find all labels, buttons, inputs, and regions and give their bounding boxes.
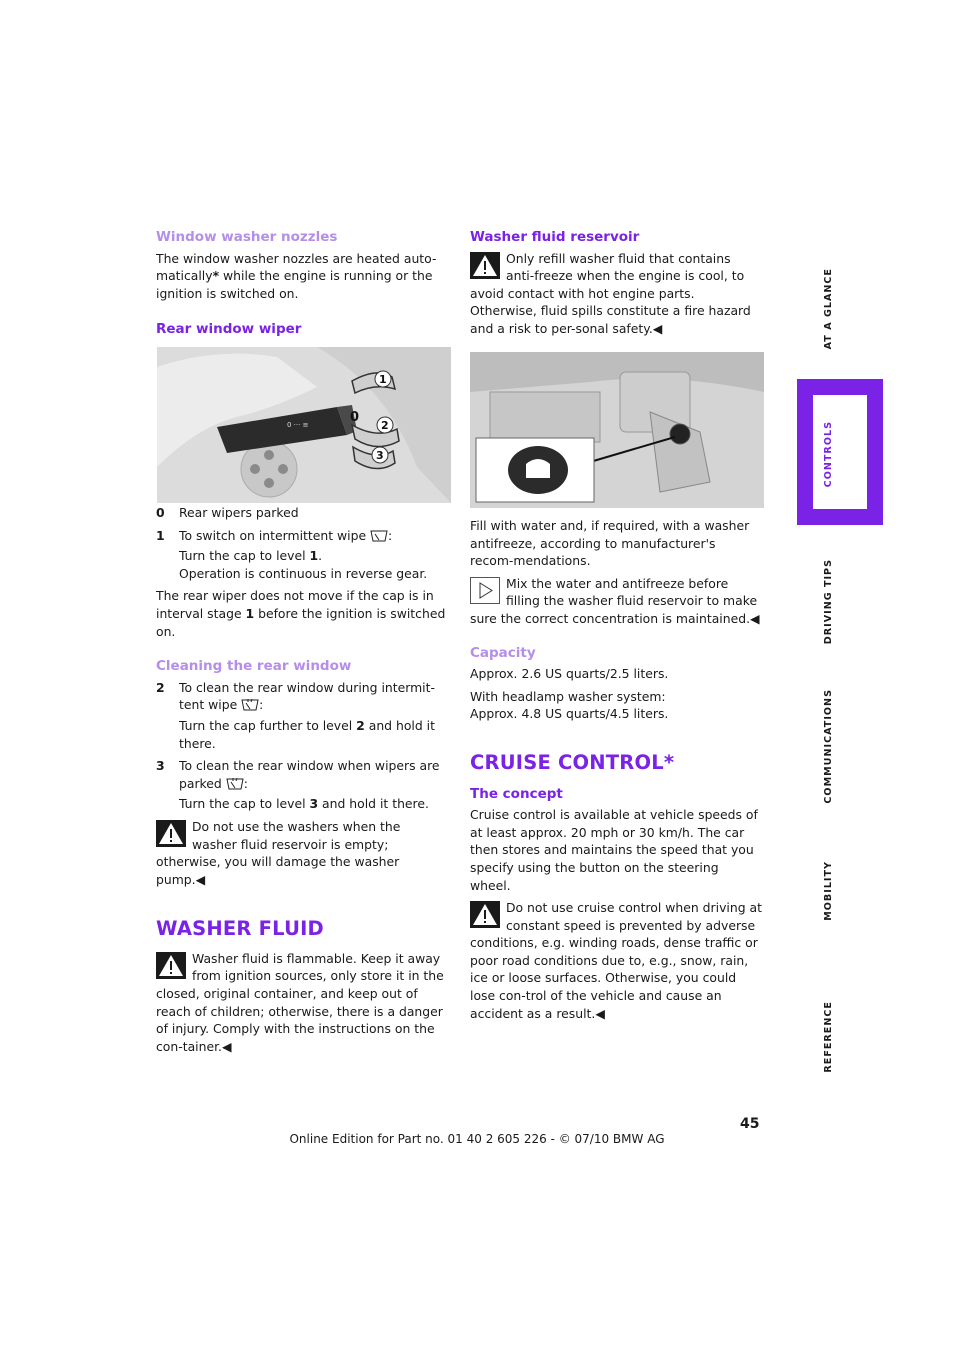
rear-wiper-note [156,587,448,640]
item-2-line2-c: and hold it there. [179,717,435,751]
note-arrow-icon [470,577,500,604]
page-number: 45 [740,1116,760,1132]
svg-text:0 ··· ≡: 0 ··· ≡ [287,421,309,429]
warning-pump [156,818,448,888]
item-1-number: 1 [156,527,165,543]
item-1-line2-b: 1 [309,548,319,564]
sidebar-item-mobility[interactable]: MOBILITY [823,861,834,921]
note-mix-text: Mix the water and antifreeze before filling the washer fluid reservoir to make sure the correct concentration is maintained. [470,575,758,626]
warning-cruise-text: Do not use cruise control when driving at constant speed is prevented by adverse conditions, e.g. winding roads, dense traffic or poor road conditions due to, e.g., snow, rain, ice or loose surfaces. Otherwise, you could lose con-trol of the vehicle and cause an accident as a result. [470,900,762,1021]
item-2-text-a: To clean the rear window during intermit-tent wipe [179,679,435,713]
heading-cruise-control: CRUISE CONTROL* [470,750,675,774]
warning-pump-text: Do not use the washers when the washer fluid reservoir is empty; otherwise, you will damage the washer pump. [156,818,401,887]
fill-text: Fill with water and, if required, with a washer antifreeze, according to manufacturer's recom-mendations. [470,518,750,569]
engine-bay-illustration [470,352,764,508]
item-3-line2-c: and hold it there. [318,796,429,812]
item-2-number: 2 [156,679,165,695]
sidebar-item-controls[interactable]: CONTROLS [823,421,834,488]
rear-wiper-stalk-figure [157,347,451,503]
item-3-text-a: To clean the rear window when wipers are parked [179,758,440,791]
heading-window-washer-nozzles: Window washer nozzles [156,229,338,245]
left-column-lower [156,504,448,1055]
heading-washer-fluid: WASHER FLUID [156,917,324,941]
item-2-text-b: : [259,697,264,713]
right-column [470,229,762,338]
end-mark-icon: ◀ [595,1005,605,1021]
callout-3: 3 [376,449,384,462]
end-mark-icon: ◀ [652,320,663,336]
option-star: * [212,268,220,284]
washer-reservoir-figure [470,352,764,508]
heading-capacity: Capacity [470,644,536,661]
item-0-number: 0 [156,505,165,520]
sidebar-item-communications[interactable]: COMMUNICATIONS [823,689,834,804]
heading-rear-window-wiper: Rear window wiper [156,321,302,338]
rear-note-b: 1 [245,605,255,621]
list-item-0 [156,504,448,522]
warning-refill-text: Only refill washer fluid that contains anti-freeze when the engine is cool, to avoid contact with hot engine parts. Otherwise, fluid spills constitute a fire hazard and a risk to per-sonal safety. [470,250,751,336]
note-mix [470,575,762,628]
end-mark-icon: ◀ [195,871,206,887]
end-mark-icon: ◀ [221,1038,232,1054]
warning-cruise [470,899,762,1022]
list-item-1 [156,527,448,583]
sidebar-item-at-a-glance[interactable]: AT A GLANCE [823,268,834,350]
rear-note-c: before the ignition is switched on. [156,605,446,639]
concept-text: Cruise control is available at vehicle speeds of at least approx. 20 mph or 30 km/h. The car then stores and maintains the speed that you specify using the button on the steering wheel. [470,807,758,893]
sidebar-item-driving-tips[interactable]: DRIVING TIPS [823,559,834,645]
end-mark-icon: ◀ [750,610,760,626]
capacity-2a: With headlamp washer system: [470,688,666,704]
heading-washer-fluid-reservoir: Washer fluid reservoir [470,229,640,245]
heading-cleaning-rear-window: Cleaning the rear window [156,658,352,675]
item-3-number: 3 [156,758,165,774]
warning-triangle-icon [470,901,500,928]
warning-flammable-text: Washer fluid is flammable. Keep it away from ignition sources, only store it in the closed, original container, and keep out of reach of children; otherwise, there is a danger of injury. Comply with the instructions on the con-tainer. [156,950,444,1054]
nozzles-text [156,250,448,303]
warning-triangle-icon [156,820,186,847]
item-3-text-b: : [243,775,248,791]
item-1-line2-a: Turn the cap to level [179,548,310,564]
item-2-line2-a: Turn the cap further to level [179,717,357,733]
list-item-2 [156,679,448,752]
left-column [156,229,448,339]
sidebar-active-tab[interactable] [797,379,883,525]
item-3-line2-b: 3 [309,796,319,812]
callout-1: 1 [379,373,387,386]
item-1-line2-c: . [318,548,323,564]
footer-edition: Online Edition for Part no. 01 40 2 605 226 - © 07/10 BMW AG [289,1132,665,1146]
heading-the-concept: The concept [470,785,563,802]
warning-refill [470,250,762,338]
callout-2: 2 [381,419,389,432]
warning-triangle-icon [156,952,186,979]
item-3-line2-a: Turn the cap to level [179,796,310,812]
list-item-3 [156,757,448,813]
rear-washer-icon [241,698,259,717]
item-1-line3: Operation is continuous in reverse gear. [179,565,428,581]
item-1-text-a: To switch on intermittent wipe [179,527,371,543]
capacity-2b: Approx. 4.8 US quarts/4.5 liters. [470,706,669,722]
nozzles-text-b: while the engine is running or the ignition is switched on. [156,268,433,301]
warning-flammable [156,950,448,1056]
nozzles-text-a: The window washer nozzles are heated auto-matically [156,250,437,284]
warning-triangle-icon [470,252,500,279]
rear-wipe-icon [370,529,388,548]
capacity-1: Approx. 2.6 US quarts/2.5 liters. [470,666,669,682]
item-0-text: Rear wipers parked [179,505,299,520]
rear-note-a: The rear wiper does not move if the cap is in interval stage [156,588,434,621]
item-2-line2-b: 2 [356,717,365,733]
sidebar-item-reference[interactable]: REFERENCE [823,1001,834,1073]
item-1-text-b: : [388,527,393,543]
rear-washer-icon [226,777,244,796]
callout-0: 0 [350,410,360,425]
rear-wiper-illustration [157,347,451,503]
right-column-lower [470,517,762,1022]
